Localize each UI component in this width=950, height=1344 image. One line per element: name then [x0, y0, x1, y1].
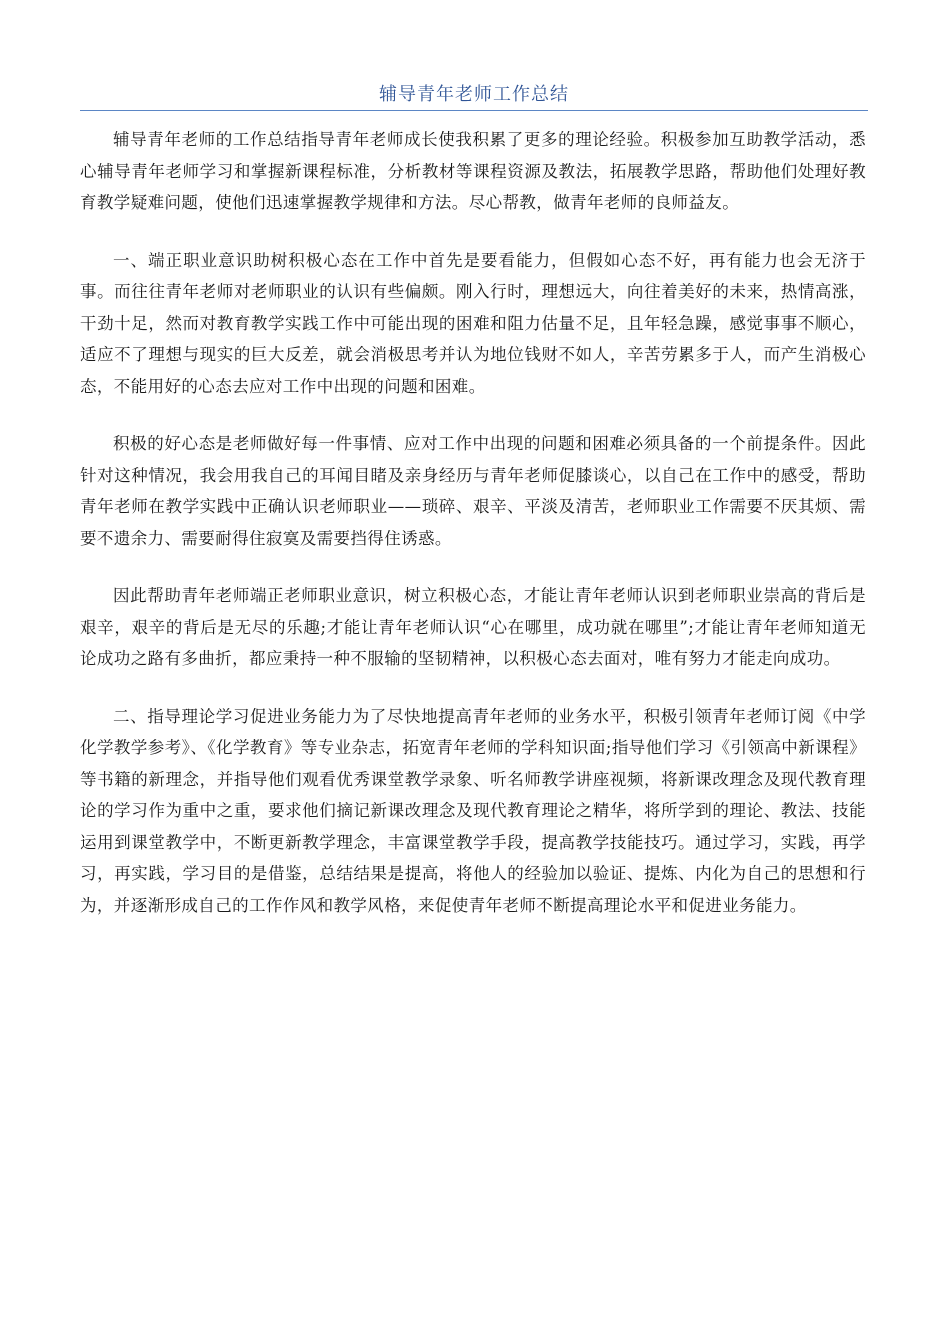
page-header — [80, 80, 868, 111]
paragraph-professional-awareness: 因此帮助青年老师端正老师职业意识，树立积极心态，才能让青年老师认识到老师职业崇高的背后是艰辛，艰辛的背后是无尽的乐趣;才能让青年老师认识“心在哪里，成功就在哪里”;才能让青年老师知道无论成功之路有多曲折，都应秉持一种不服输的坚韧精神，以积极心态去面对，唯有努力才能走向成功。 — [80, 586, 866, 668]
document-body — [80, 124, 866, 947]
header-title: 辅导青年老师工作总结 — [379, 84, 569, 105]
paragraph-positive-attitude: 积极的好心态是老师做好每一件事情、应对工作中出现的问题和困难必须具备的一个前提条件。因此针对这种情况，我会用我自己的耳闻目睹及亲身经历与青年老师促膝谈心，以自己在工作中的感受，帮助青年老师在教学实践中正确认识老师职业——琐碎、艰辛、平淡及清苦，老师职业工作需要不厌其烦、需要不遗余力、需要耐得住寂寞及需要挡得住诱惑。 — [80, 434, 866, 548]
paragraph-intro: 辅导青年老师的工作总结指导青年老师成长使我积累了更多的理论经验。积极参加互助教学活动，悉心辅导青年老师学习和掌握新课程标准，分析教材等课程资源及教法，拓展教学思路，帮助他们处理好教育教学疑难问题，使他们迅速掌握教学规律和方法。尽心帮教，做青年老师的良师益友。 — [80, 130, 866, 212]
paragraph-section-two: 二、指导理论学习促进业务能力为了尽快地提高青年老师的业务水平，积极引领青年老师订阅《中学化学教学参考》、《化学教育》等专业杂志，拓宽青年老师的学科知识面;指导他们学习《引领高中新课程》等书籍的新理念，并指导他们观看优秀课堂教学录象、听名师教学讲座视频，将新课改理念及现代教育理论的学习作为重中之重，要求他们摘记新课改理念及现代教育理论之精华，将所学到的理论、教法、技能运用到课堂教学中，不断更新教学理念，丰富课堂教学手段，提高教学技能技巧。通过学习，实践，再学习，再实践，学习目的是借鉴，总结结果是提高，将他人的经验加以验证、提炼、内化为自己的思想和行为，并逐渐形成自己的工作作风和教学风格，来促使青年老师不断提高理论水平和促进业务能力。 — [80, 706, 866, 915]
paragraph-section-one: 一、端正职业意识助树积极心态在工作中首先是要看能力，但假如心态不好，再有能力也会无济于事。而往往青年老师对老师职业的认识有些偏颇。刚入行时，理想远大，向往着美好的未来，热情高涨，干劲十足，然而对教育教学实践工作中可能出现的困难和阻力估量不足，且年轻急躁，感觉事事不顺心，适应不了理想与现实的巨大反差，就会消极思考并认为地位钱财不如人，辛苦劳累多于人，而产生消极心态，不能用好的心态去应对工作中出现的问题和困难。 — [80, 250, 866, 396]
